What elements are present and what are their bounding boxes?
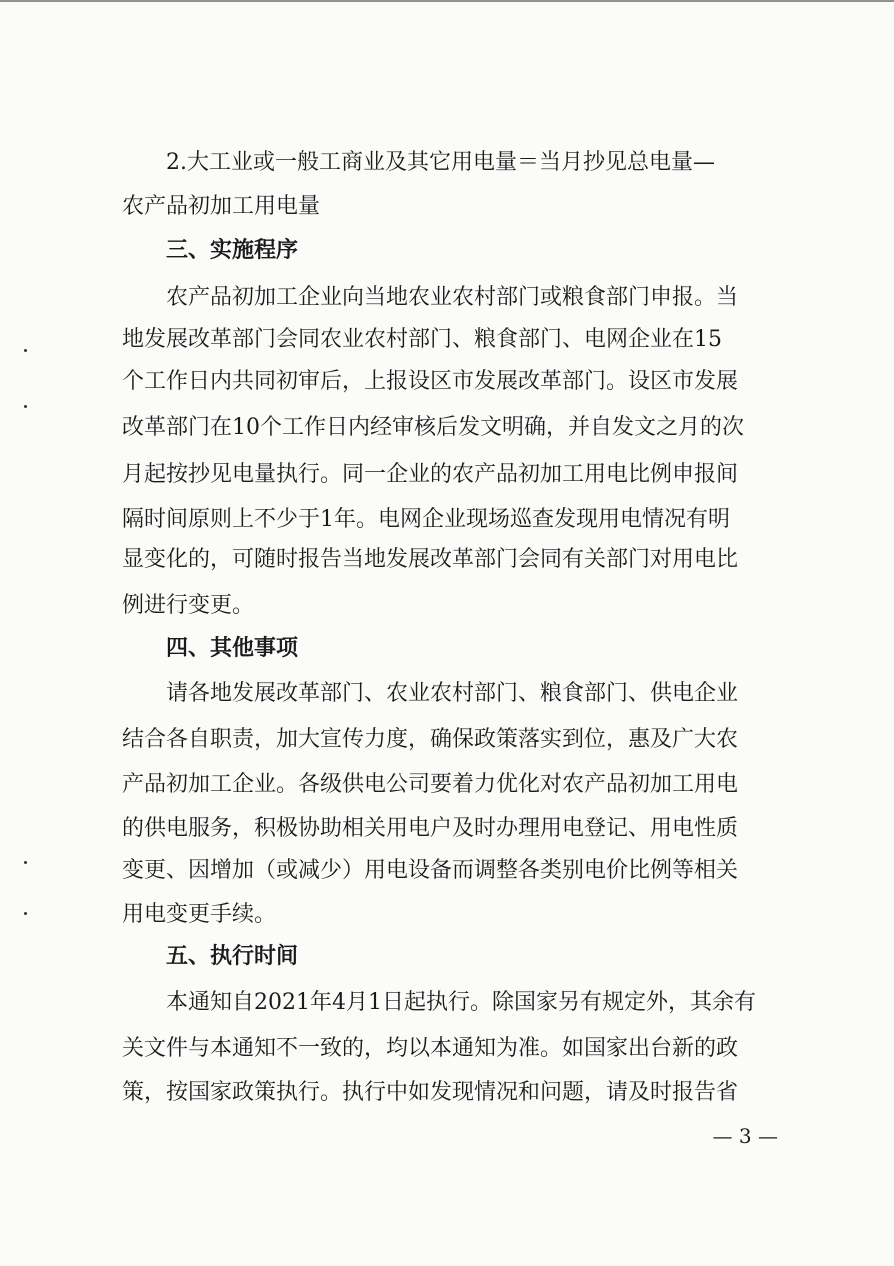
text-line: 本通知自2021年4月1日起执行。除国家另有规定外，其余有 bbox=[166, 990, 756, 1015]
section-heading: 五、执行时间 bbox=[166, 944, 299, 969]
text-line: 结合各自职责，加大宣传力度，确保政策落实到位，惠及广大农 bbox=[122, 727, 739, 752]
margin-mark bbox=[24, 405, 27, 408]
text-line: 变更、因增加（或减少）用电设备而调整各类别电价比例等相关 bbox=[122, 858, 739, 883]
text-line: 的供电服务，积极协助相关用电户及时办理用电登记、用电性质 bbox=[122, 816, 739, 841]
section-heading: 四、其他事项 bbox=[166, 636, 299, 661]
text-line: 关文件与本通知不一致的，均以本通知为准。如国家出台新的政 bbox=[122, 1036, 739, 1061]
margin-mark bbox=[24, 861, 27, 864]
text-line: 策，按国家政策执行。执行中如发现情况和问题，请及时报告省 bbox=[122, 1080, 739, 1105]
text-line: 显变化的，可随时报告当地发展改革部门会同有关部门对用电比 bbox=[122, 547, 739, 572]
text-line: 改革部门在10个工作日内经审核后发文明确，并自发文之月的次 bbox=[122, 415, 744, 440]
text-line: 2.大工业或一般工商业及其它用电量＝当月抄见总电量— bbox=[166, 150, 715, 175]
text-line: 产品初加工企业。各级供电公司要着力优化对农产品初加工用电 bbox=[122, 772, 739, 797]
margin-mark bbox=[24, 912, 27, 915]
text-line: 请各地发展改革部门、农业农村部门、粮食部门、供电企业 bbox=[166, 681, 739, 706]
text-line: 例进行变更。 bbox=[122, 593, 255, 618]
text-line: 地发展改革部门会同农业农村部门、粮食部门、电网企业在15 bbox=[122, 327, 722, 352]
text-line: 月起按抄见电量执行。同一企业的农产品初加工用电比例申报间 bbox=[122, 462, 739, 487]
page-number: — 3 — bbox=[712, 1124, 778, 1148]
text-line: 农产品初加工用电量 bbox=[122, 194, 321, 219]
margin-mark bbox=[24, 349, 27, 352]
text-line: 农产品初加工企业向当地农业农村部门或粮食部门申报。当 bbox=[166, 285, 739, 310]
scan-top-edge bbox=[0, 0, 894, 2]
text-line: 隔时间原则上不少于1年。电网企业现场巡查发现用电情况有明 bbox=[122, 507, 730, 532]
section-heading: 三、实施程序 bbox=[166, 238, 299, 263]
text-line: 个工作日内共同初审后，上报设区市发展改革部门。设区市发展 bbox=[122, 369, 739, 394]
text-line: 用电变更手续。 bbox=[122, 902, 277, 927]
